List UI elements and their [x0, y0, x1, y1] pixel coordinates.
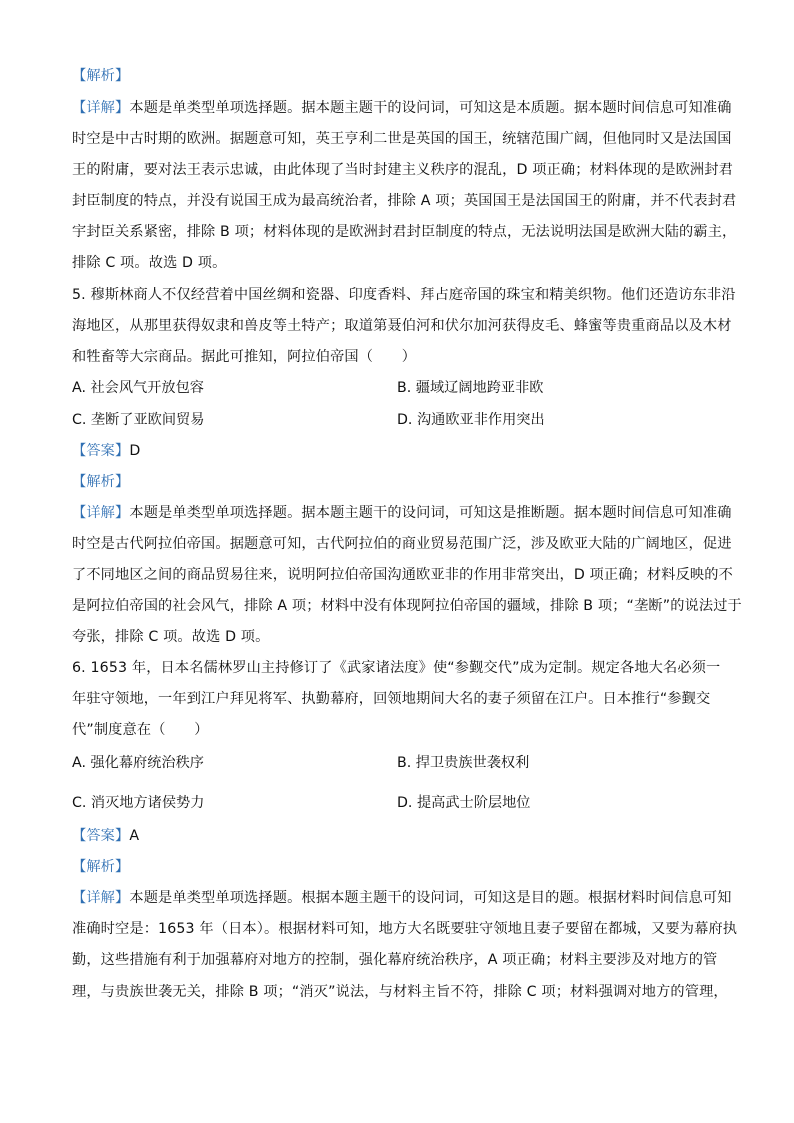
detail-text: 是阿拉伯帝国的社会风气，排除 A 项；材料中没有体现阿拉伯帝国的疆域，排除 B 项；“垄断”的说法过于 — [72, 598, 742, 614]
question-stem: 6. 1653 年，日本名儒林罗山主持修订了《武家诸法度》使“参觐交代”成为定制。规定各地大名必须一 — [72, 660, 721, 676]
option-d: D. 提高武士阶层地位 — [397, 795, 531, 811]
detail-text: 了不同地区之间的商品贸易往来，说明阿拉伯帝国沟通欧亚非的作用非常突出，D 项正确；材料反映的不 — [72, 567, 733, 583]
detail-text: 本题是单类型单项选择题。根据本题主题干的设问词，可知这是目的题。根据材料时间信息可知 — [129, 890, 732, 906]
answer-label: 【答案】 — [72, 828, 130, 844]
question-stem: 代”制度意在（ ） — [72, 722, 209, 738]
detail-text: 排除 C 项。故选 D 项。 — [72, 255, 227, 271]
answer-value: D — [129, 443, 141, 459]
detail-text: 本题是单类型单项选择题。据本题主题干的设问词，可知这是推断题。据本题时间信息可知准确 — [129, 505, 732, 521]
detail-text: 勤，这些措施有利于加强幕府对地方的控制，强化幕府统治秩序，A 项正确；材料主要涉及对地方的管 — [72, 952, 718, 968]
option-b: B. 捍卫贵族世袭权利 — [397, 755, 530, 771]
detail-line — [72, 888, 732, 908]
question-stem: 5. 穆斯林商人不仅经营着中国丝绸和瓷器、印度香料、拜占庭帝国的珠宝和精美织物。他们还造访东非沿 — [72, 287, 736, 303]
option-a: A. 社会风气开放包容 — [72, 380, 204, 396]
option-c: C. 垄断了亚欧间贸易 — [72, 412, 205, 428]
detail-text: 时空是古代阿拉伯帝国。据题意可知，古代阿拉伯的商业贸易范围广泛，涉及欧亚大陆的广阔地区，促进 — [72, 536, 732, 552]
option-d: D. 沟通欧亚非作用突出 — [397, 412, 545, 428]
option-a: A. 强化幕府统治秩序 — [72, 755, 204, 771]
detail-text: 时空是中古时期的欧洲。据题意可知，英王亨利二世是英国的国王，统辖范围广阔，但他同时又是法国国 — [72, 131, 732, 147]
question-stem: 海地区，从那里获得奴隶和兽皮等土特产；取道第聂伯河和伏尔加河获得皮毛、蜂蜜等贵重商品以及木材 — [72, 318, 732, 334]
analysis-label: 【解析】 — [72, 68, 130, 84]
answer-line — [72, 826, 722, 846]
detail-text: 封臣制度的特点，并没有说国王成为最高统治者，排除 A 项；英国国王是法国国王的附庸，并不代表封君 — [72, 193, 737, 209]
detail-text: 理，与贵族世袭无关，排除 B 项；“消灭”说法，与材料主旨不符，排除 C 项；材料强调对地方的管理， — [72, 984, 728, 1000]
option-c: C. 消灭地方诸侯势力 — [72, 795, 205, 811]
detail-text: 王的附庸，要对法王表示忠诚，由此体现了当时封建主义秩序的混乱，D 项正确；材料体现的是欧洲封君 — [72, 162, 733, 178]
detail-text: 准确时空是：1653 年（日本）。根据材料可知，地方大名既要驻守领地且妻子要留在都城，又要为幕府执 — [72, 921, 738, 937]
detail-label: 【详解】 — [72, 505, 130, 521]
detail-text: 宇封臣关系紧密，排除 B 项；材料体现的是欧洲封君封臣制度的特点，无法说明法国是欧洲大陆的霸主， — [72, 224, 737, 240]
option-b: B. 疆域辽阔地跨亚非欧 — [397, 380, 544, 396]
detail-label: 【详解】 — [72, 100, 130, 116]
answer-line — [72, 441, 722, 461]
detail-label: 【详解】 — [72, 890, 130, 906]
detail-text: 本题是单类型单项选择题。据本题主题干的设问词，可知这是本质题。据本题时间信息可知准确 — [129, 100, 732, 116]
detail-line — [72, 98, 732, 118]
analysis-label: 【解析】 — [72, 859, 130, 875]
detail-text: 夸张，排除 C 项。故选 D 项。 — [72, 629, 270, 645]
answer-value: A — [129, 828, 140, 844]
question-stem: 和牲畜等大宗商品。据此可推知，阿拉伯帝国（ ） — [72, 349, 417, 365]
detail-line — [72, 503, 732, 523]
analysis-label: 【解析】 — [72, 474, 130, 490]
question-stem: 年驻守领地，一年到江户拜见将军、执勤幕府，回领地期间大名的妻子须留在江户。日本推行“参觐交 — [72, 691, 711, 707]
answer-label: 【答案】 — [72, 443, 130, 459]
